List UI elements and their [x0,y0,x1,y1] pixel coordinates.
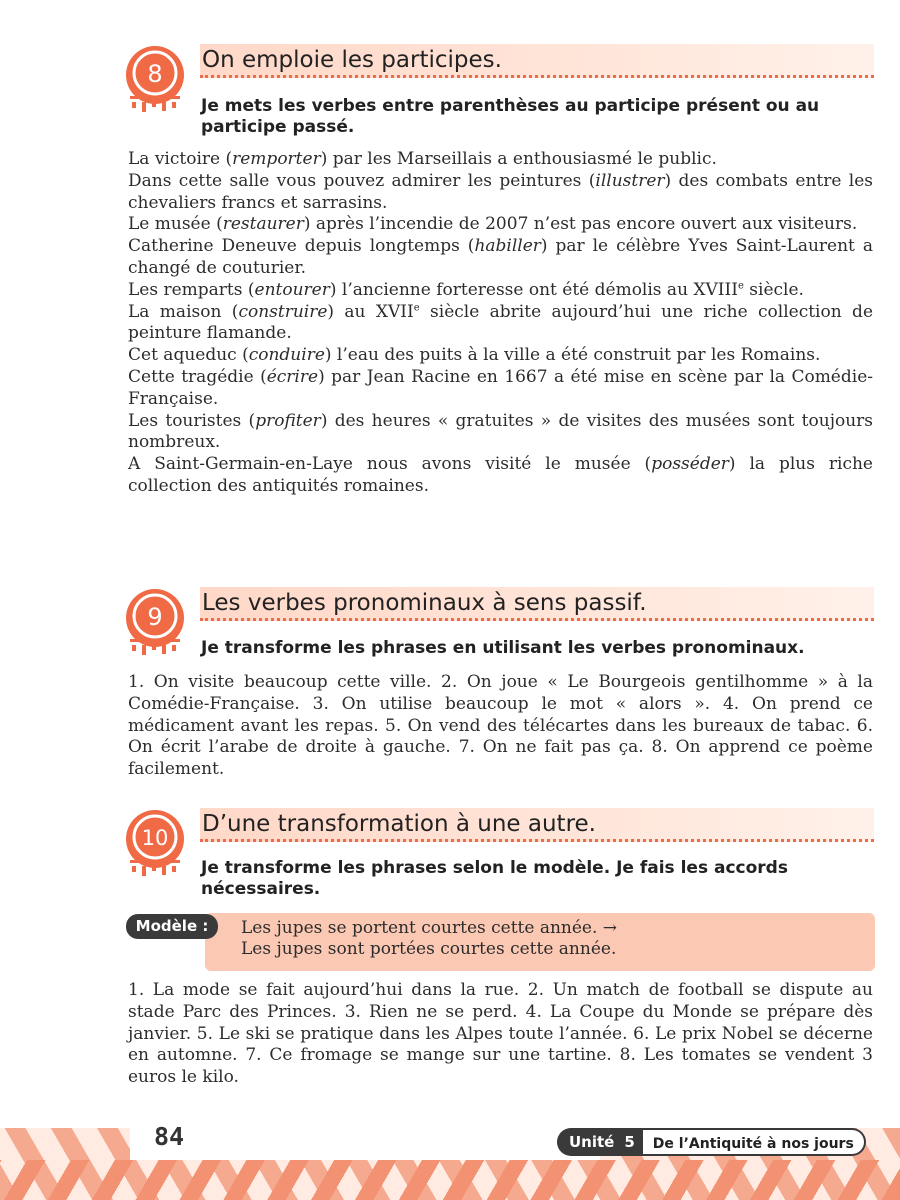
sentence-7: Cet aqueduc (conduire) l’eau des puits à la ville a été construit par les Romains. [128,345,821,366]
badge-circle-icon [124,808,186,878]
page-number: 84 [154,1122,185,1151]
exercise-9-header [124,587,874,667]
badge-circle-icon [124,44,186,114]
exercise-title: On emploie les participes. [200,44,874,78]
exercise-number-badge-9 [124,587,186,649]
exercise-number: 8 [147,60,163,88]
sentence-1: La victoire (remporter) par les Marseillais a enthousiasmé le public. [128,149,717,169]
exercise-instruction: Je transforme les phrases selon le modèle. Je fais les accords nécessaires. [201,858,788,899]
exercise-10-text [128,980,873,1089]
exercise-number: 9 [147,603,163,631]
exercise-8-sentences [128,149,873,498]
exercise-9-text [128,672,873,781]
exercise-instruction: Je mets les verbes entre parenthèses au participe présent ou au participe passé. [201,96,820,137]
exercise-10-header [124,808,874,904]
exercise-number-badge-8 [124,44,186,106]
sentence-9: Les touristes (profiter) des heures « gratuites » de visites des musées sont toujours nombreux. [128,410,874,453]
sentence-10: A Saint-Germain-en-Laye nous avons visité le musée (posséder) la plus riche collection des antiquités romaines. [128,454,873,496]
model-line-2: Les jupes sont portées courtes cette année. [241,939,617,959]
sentence-3: Le musée (restaurer) après l’incendie de 2007 n’est pas encore ouvert aux visiteurs. [128,214,858,235]
footer-number-area [130,1120,600,1160]
exercise-number: 10 [141,826,169,850]
model-example [241,918,617,960]
exercise-number-badge-10 [124,808,186,870]
exercise-10-sentences: 1. La mode se fait aujourd’hui dans la rue. 2. Un match de football se dispute au stade Parc des Princes. 3. Rien ne se perd. 4. La Coupe du Monde se prépare dès janvier. 5. Le ski se pratique dans les Alpes toute l’année. 6. Le prix Nobel se décerne en automne. 7. Ce fromage se mange sur une tartine. 8. Les tomates se vendent 3 euros le kilo. [128,980,873,1088]
unit-banner [557,1128,866,1156]
model-line-1: Les jupes se portent courtes cette année. → [241,918,618,938]
exercise-9-sentences: 1. On visite beaucoup cette ville. 2. On joue « Le Bourgeois gentilhomme » à la Comédie-Française. 3. On utilise beaucoup le mot « alors ». 4. On prend ce médicament avant les repas. 5. On vend des télécartes dans les bureaux de tabac. 6. On écrit l’arabe de droite à gauche. 7. On ne fait pas ça. 8. On apprend ce poème facilement. [128,672,873,780]
exercise-title: Les verbes pronominaux à sens passif. [200,587,874,621]
sentence-8: Cette tragédie (écrire) par Jean Racine en 1667 a été mise en scène par la Comédie-Française. [128,366,873,409]
exercise-8-header [124,44,874,140]
footer-decoration-stripes [0,1160,900,1200]
unit-label: Unité [557,1128,624,1156]
exercise-instruction: Je transforme les phrases en utilisant les verbes pronominaux. [201,638,805,658]
model-label: Modèle : [126,914,218,939]
sentence-2: Dans cette salle vous pouvez admirer les peintures (illustrer) des combats entre les chevaliers francs et sarrasins. [128,170,873,213]
unit-number: 5 [624,1128,642,1156]
unit-title: De l’Antiquité à nos jours [643,1128,866,1156]
badge-circle-icon [124,587,186,657]
sentence-4: Catherine Deneuve depuis longtemps (habiller) par le célèbre Yves Saint-Laurent a changé de couturier. [128,236,873,278]
sentence-5: Les remparts (entourer) l’ancienne forteresse ont été démolis au XVIIIe siècle. [128,279,804,300]
exercise-title: D’une transformation à une autre. [200,808,874,842]
sentence-6: La maison (construire) au XVIIe siècle abrite aujourd’hui une riche collection de peinture flamande. [128,301,874,344]
